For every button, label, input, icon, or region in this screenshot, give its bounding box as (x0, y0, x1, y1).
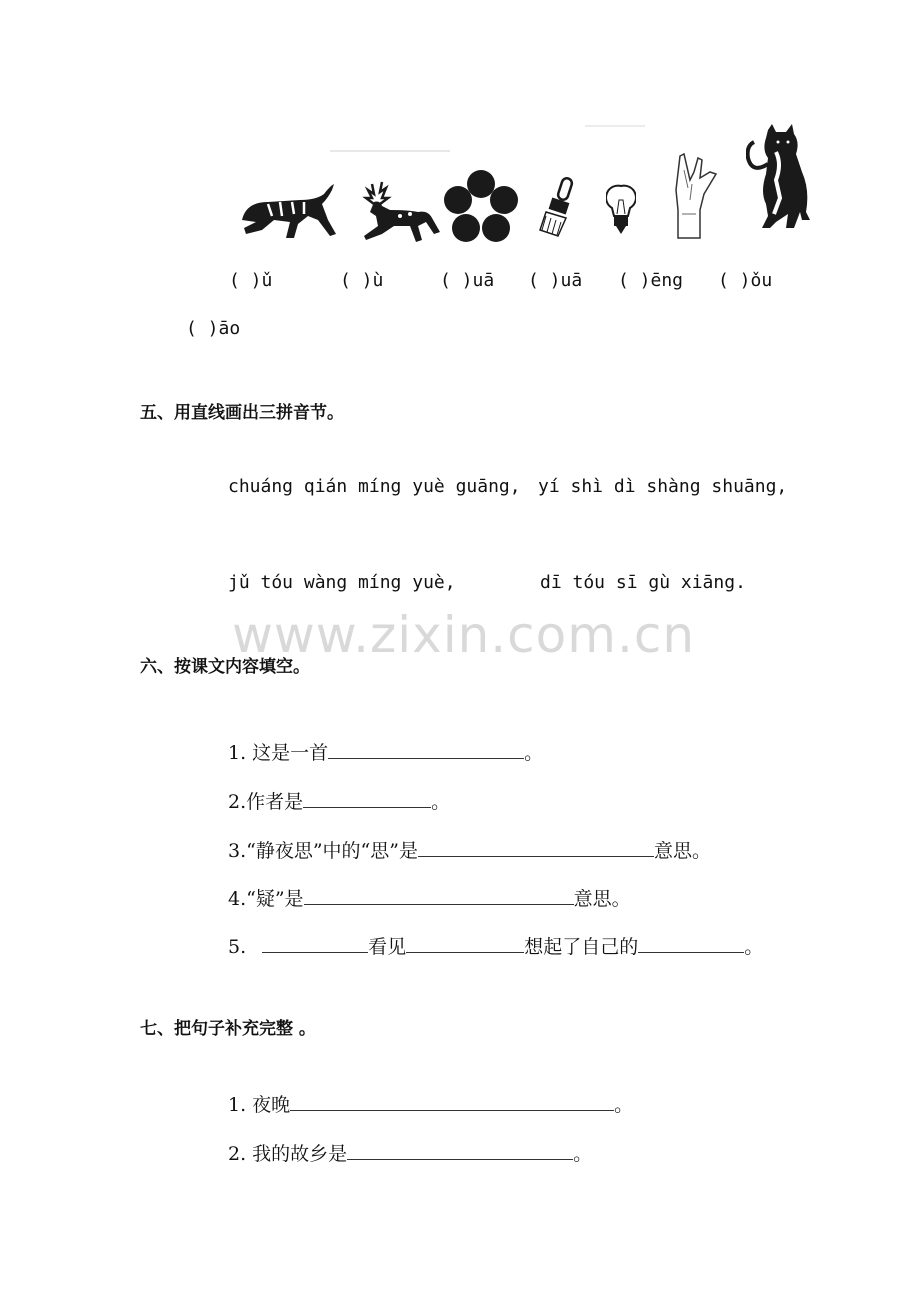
fill-question-4 (228, 884, 631, 911)
section7-title: 七、把句子补充完整 。 (140, 1019, 316, 1039)
brush-icon (536, 176, 576, 238)
pinyin-blank-6[interactable]: ( )ǒu (718, 270, 773, 291)
answer-blank[interactable] (638, 934, 744, 953)
poem-line-2a: jǔ tóu wàng míng yuè, (228, 572, 456, 593)
answer-blank[interactable] (328, 740, 524, 759)
question-text: 1. 夜晚 (228, 1094, 291, 1116)
pinyin-blank-7[interactable]: ( )āo (186, 318, 241, 339)
question-text: 。 (614, 1094, 634, 1116)
fill-question-2 (228, 787, 450, 814)
answer-blank[interactable] (406, 934, 524, 953)
lightbulb-icon (606, 184, 636, 236)
question-text: 4.“疑”是 (228, 888, 304, 910)
answer-blank[interactable] (262, 934, 368, 953)
question-text: 。 (524, 742, 544, 764)
scan-smudge (330, 150, 450, 152)
fill-question-1 (228, 738, 543, 765)
answer-blank[interactable] (303, 789, 431, 808)
sentence-question-2 (228, 1139, 592, 1166)
scan-smudge (585, 125, 645, 127)
watermark: www.zixin.com.cn (232, 606, 696, 664)
cat-icon (746, 124, 816, 232)
answer-blank[interactable] (347, 1141, 573, 1160)
question-text: 想起了自己的 (524, 936, 639, 958)
question-text: 意思。 (653, 840, 711, 862)
question-text: 1. 这是一首 (228, 742, 329, 764)
question-text: 5. (228, 936, 253, 958)
poem-line-1a: chuáng qián míng yuè guāng, (228, 476, 521, 497)
flower-icon (444, 170, 518, 246)
question-text: 。 (573, 1143, 593, 1165)
hand-icon (670, 150, 722, 242)
pinyin-blank-5[interactable]: ( )ēng (618, 270, 684, 291)
pinyin-blank-3[interactable]: ( )uā (440, 270, 495, 291)
answer-blank[interactable] (290, 1092, 614, 1111)
question-text: 看见 (368, 936, 407, 958)
question-text: 2.作者是 (228, 791, 304, 813)
section5-title: 五、用直线画出三拼音节。 (140, 403, 344, 423)
question-text: 。 (744, 936, 764, 958)
poem-line-1b: yí shì dì shàng shuāng, (538, 476, 788, 497)
tiger-icon (238, 180, 338, 242)
deer-icon (360, 180, 442, 246)
pinyin-blank-2[interactable]: ( )ù (340, 270, 384, 291)
fill-question-5 (228, 932, 763, 959)
question-text: 3.“静夜思”中的“思”是 (228, 840, 418, 862)
answer-blank[interactable] (304, 886, 574, 905)
answer-blank[interactable] (418, 838, 654, 857)
question-text: 2. 我的故乡是 (228, 1143, 348, 1165)
pinyin-blank-4[interactable]: ( )uā (528, 270, 583, 291)
poem-line-2b: dī tóu sī gù xiāng. (540, 572, 746, 593)
sentence-question-1 (228, 1090, 633, 1117)
question-text: 。 (431, 791, 451, 813)
pinyin-blank-1[interactable]: ( )ǔ (229, 270, 273, 291)
section6-title: 六、按课文内容填空。 (140, 657, 310, 677)
question-text: 意思。 (573, 888, 631, 910)
fill-question-3 (228, 836, 711, 863)
